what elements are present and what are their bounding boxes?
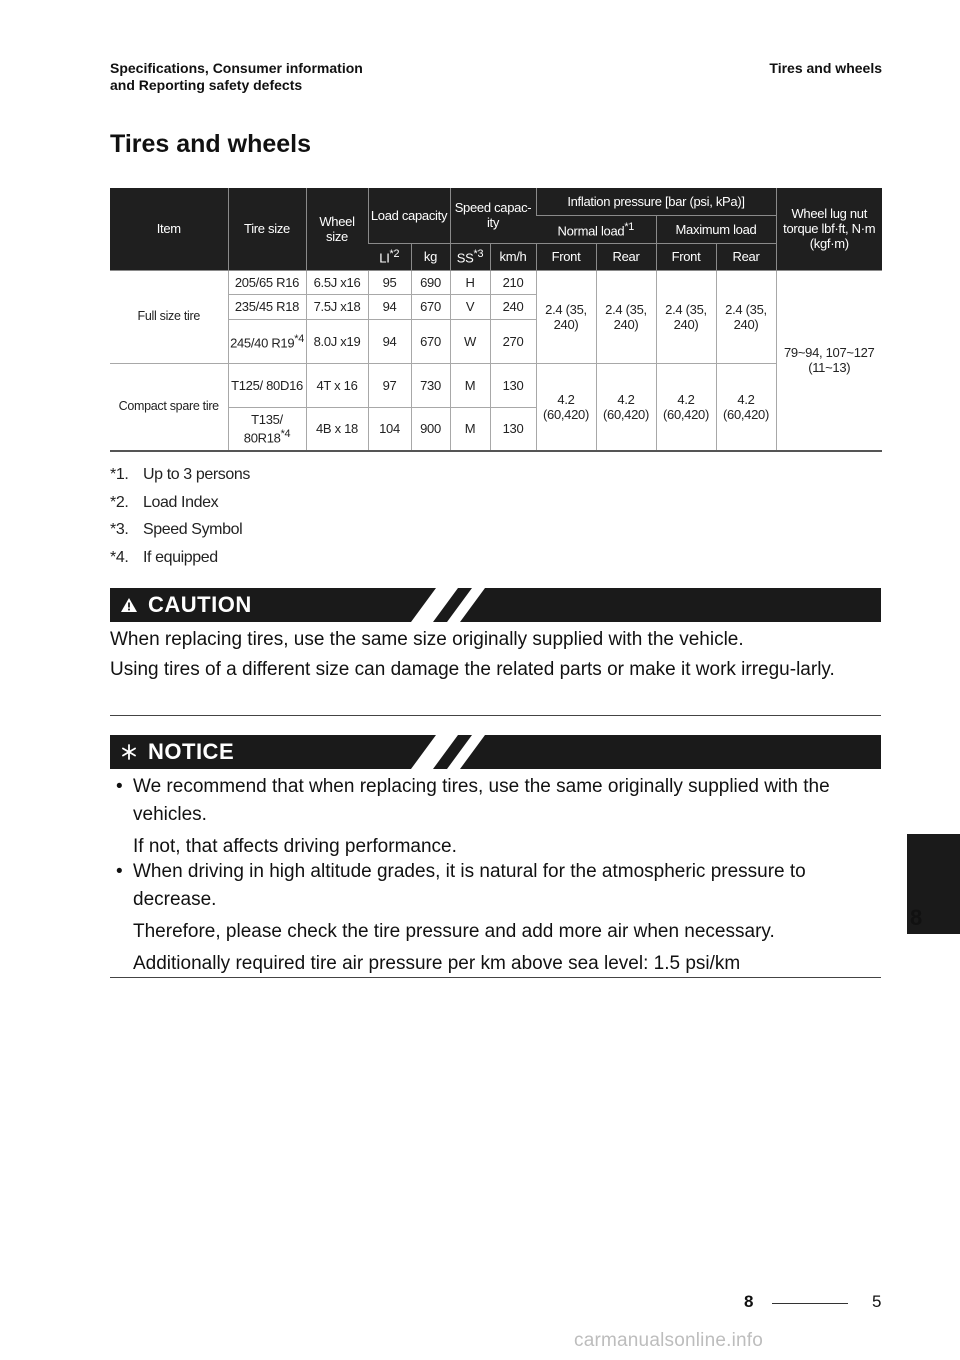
th-normal-rear: Rear [596,243,656,270]
warning-icon [120,596,138,614]
notice-bullet-2 [110,858,870,978]
header-left-line2: and Reporting safety defects [110,77,303,93]
wheel-size-cell: 7.5J x18 [306,294,368,319]
tire-size-cell: T125/ 80D16 [228,363,306,407]
notice-bullet-2-sub1: Therefore, please check the tire pressure and add more air when necessary. [133,921,775,942]
footnote: *1. Up to 3 persons [110,466,250,483]
caution-text-2: Using tires of a different size can damage the related parts or make it work irregu-larly. [110,659,835,680]
tire-size-cell: T135/ 80R18$^{*4}$ [228,407,306,451]
divider [110,977,881,978]
th-kg: kg [411,243,450,270]
kg-cell: 690 [411,270,450,294]
th-item: Item [110,188,228,270]
tire-size-cell: 205/65 R16 [228,270,306,294]
header-left-line1: Specifications, Consumer information [110,60,363,76]
pressure-normal-front: 4.2 (60,420) [536,363,596,451]
th-maximum-load: Maximum load [656,215,776,243]
notice-label: NOTICE [148,739,235,764]
footnote: *2. Load Index [110,494,219,511]
bullet-icon: • [116,776,123,797]
th-wheel-lug-torque: Wheel lug nut torque lbf·ft, N·m (kgf·m) [776,188,882,270]
wheel-size-cell: 8.0J x19 [306,319,368,363]
li-cell: 94 [368,294,411,319]
caution-label: CAUTION [148,592,252,617]
pressure-normal-front: 2.4 (35, 240) [536,270,596,363]
th-max-front: Front [656,243,716,270]
notice-bullet-1 [110,773,870,861]
th-kmh: km/h [490,243,536,270]
kg-cell: 900 [411,407,450,451]
category-compact-spare: Compact spare tire [110,363,228,451]
li-cell: 97 [368,363,411,407]
th-ss: SS$^{*3}$ [450,243,490,270]
notice-bullet-1-text: We recommend that when replacing tires, use the same originally supplied with the vehicles. [133,776,830,825]
ss-cell: W [450,319,490,363]
kg-cell: 670 [411,294,450,319]
notice-bullet-2-sub2: Additionally required tire air pressure per km above sea level: 1.5 psi/km [133,953,741,974]
th-inflation-pressure: Inflation pressure [bar (psi, kPa)] [536,188,776,215]
kmh-cell: 130 [490,363,536,407]
ss-cell: H [450,270,490,294]
tire-spec-table [110,188,882,452]
ss-cell: M [450,363,490,407]
table-row [110,270,882,294]
pressure-max-rear: 4.2 (60,420) [716,363,776,451]
footer-page-number: 5 [872,1292,882,1311]
th-load-capacity: Load capacity [368,188,450,243]
wheel-size-cell: 6.5J x16 [306,270,368,294]
ss-cell: M [450,407,490,451]
tire-size-cell: 245/40 R19$^{*4}$ [228,319,306,363]
asterisk-icon [120,743,138,761]
kmh-cell: 240 [490,294,536,319]
tire-size-cell: 235/45 R18 [228,294,306,319]
ss-cell: V [450,294,490,319]
table-row [110,363,882,407]
wheel-size-cell: 4B x 18 [306,407,368,451]
wheel-size-cell: 4T x 16 [306,363,368,407]
footer-chapter: 8 [744,1292,754,1311]
li-cell: 104 [368,407,411,451]
kmh-cell: 210 [490,270,536,294]
li-cell: 94 [368,319,411,363]
pressure-max-front: 4.2 (60,420) [656,363,716,451]
footer-divider [772,1303,848,1304]
lug-torque-cell: 79~94, 107~127 (11~13) [776,270,882,451]
category-full-size: Full size tire [110,270,228,363]
chapter-tab-number: 8 [910,905,923,930]
header-topic: Tires and wheels [769,60,882,76]
notice-banner [110,735,881,769]
page-title: Tires and wheels [110,130,312,158]
footnote: *3. Speed Symbol [110,521,243,538]
pressure-max-rear: 2.4 (35, 240) [716,270,776,363]
caution-text-1: When replacing tires, use the same size originally supplied with the vehicle. [110,629,744,650]
th-wheel-size: Wheel size [306,188,368,270]
kmh-cell: 270 [490,319,536,363]
kg-cell: 670 [411,319,450,363]
th-max-rear: Rear [716,243,776,270]
kg-cell: 730 [411,363,450,407]
pressure-normal-rear: 4.2 (60,420) [596,363,656,451]
li-cell: 95 [368,270,411,294]
divider [110,715,881,716]
watermark: carmanualsonline.info [574,1330,764,1351]
notice-bullet-2-text: When driving in high altitude grades, it is natural for the atmospheric pressure to decrease. [133,861,806,910]
header-section-title [110,60,363,94]
th-normal-load: Normal load$^{*1}$ [536,215,656,243]
th-li: LI$^{*2}$ [368,243,411,270]
kmh-cell: 130 [490,407,536,451]
th-speed-capacity: Speed capac-ity [450,188,536,243]
bullet-icon: • [116,861,123,882]
notice-bullet-1-sub: If not, that affects driving performance. [133,836,457,857]
caution-banner [110,588,881,622]
footnote: *4. If equipped [110,549,218,566]
pressure-max-front: 2.4 (35, 240) [656,270,716,363]
th-tire-size: Tire size [228,188,306,270]
th-normal-front: Front [536,243,596,270]
pressure-normal-rear: 2.4 (35, 240) [596,270,656,363]
